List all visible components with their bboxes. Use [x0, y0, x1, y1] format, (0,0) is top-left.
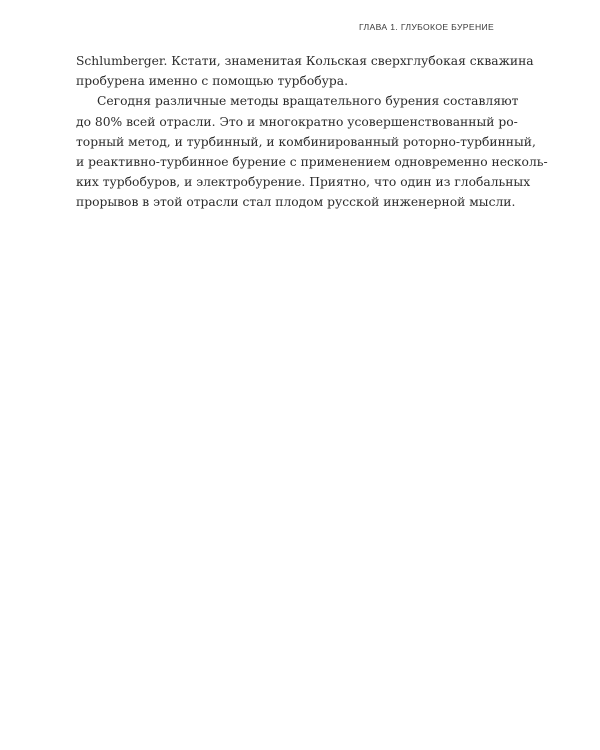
- text-line: и реактивно-турбинное бурение с применением одновременно несколь-: [76, 155, 548, 170]
- paragraph-2: [76, 91, 548, 212]
- text-line: Schlumberger. Кстати, знаменитая Кольская сверхглубокая скважина: [76, 54, 534, 68]
- running-header: ГЛАВА 1. ГЛУБОКОЕ БУРЕНИЕ: [359, 22, 495, 32]
- text-line: Сегодня различные методы вращательного бурения составляют: [97, 94, 519, 109]
- paragraph-1: [76, 51, 534, 91]
- text-line: торный метод, и турбинный, и комбинированный роторно-турбинный,: [76, 134, 536, 149]
- text-line: пробурена именно с помощью турбобура.: [76, 74, 349, 89]
- text-line: до 80% всей отрасли. Это и многократно усовершенствованный ро-: [76, 114, 518, 129]
- text-line: ких турбобуров, и электробурение. Приятно, что один из глобальных: [76, 175, 531, 190]
- body-text: [76, 51, 548, 213]
- text-line: прорывов в этой отрасли стал плодом русской инженерной мысли.: [76, 195, 516, 210]
